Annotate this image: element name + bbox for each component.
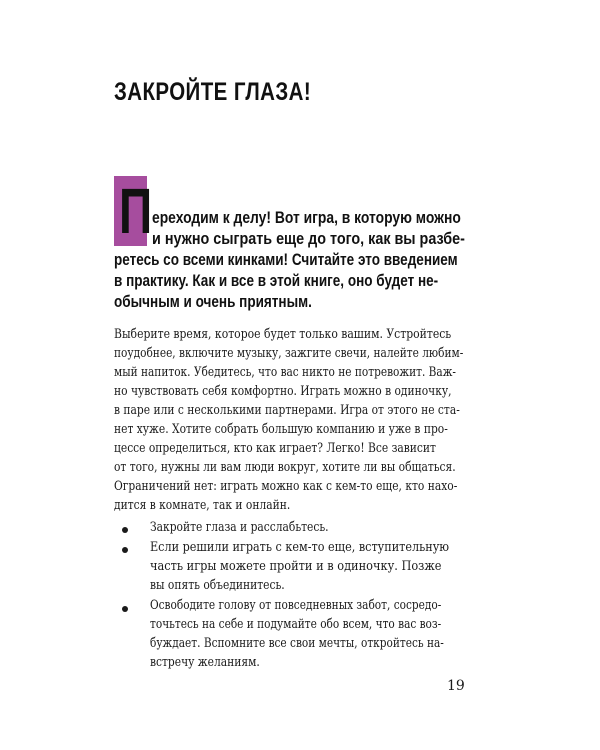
paragraph-line: нет хуже. Хотите собрать большую компанию и уже в про- (114, 422, 448, 437)
chapter-heading: ЗАКРОЙТЕ ГЛАЗА! (114, 78, 312, 106)
bullet-dot (122, 606, 128, 612)
bullet-line: буждает. Вспомните все свои мечты, откройтесь на- (150, 636, 444, 651)
bullet-dot (122, 547, 128, 553)
lead-line: обычным и очень приятным. (114, 293, 312, 311)
lead-line: и нужно сыграть еще до того, как вы разбе- (152, 230, 465, 248)
paragraph-line: цессе определиться, кто как играет? Легко! Все зависит (114, 441, 436, 456)
paragraph-line: от того, нужны ли вам люди вокруг, хотите ли вы общаться. (114, 460, 456, 475)
lead-line: в практику. Как и все в этой книге, оно будет не- (114, 272, 439, 290)
lead-line: ретесь со всеми кинками! Считайте это введением (114, 251, 458, 269)
dropcap-letter: П (119, 175, 153, 247)
bullet-line: Закройте глаза и расслабьтесь. (150, 520, 329, 535)
dropcap-highlight (114, 175, 153, 247)
paragraph-line: но чувствовать себя комфортно. Играть можно в одиночку, (114, 384, 452, 399)
paragraph-line: в паре или с несколькими партнерами. Игра от этого не ста- (114, 403, 460, 418)
bullet-line: вы опять объединитесь. (150, 578, 285, 593)
lead-line: ереходим к делу! Вот игра, в которую можно (152, 209, 461, 227)
bullet-line: часть игры можете пройти и в одиночку. Позже (150, 559, 442, 574)
paragraph-line: Выберите время, которое будет только вашим. Устройтесь (114, 327, 452, 342)
bullet-line: Если решили играть с кем-то еще, вступительную (150, 540, 450, 555)
paragraph-line: дится в комнате, так и онлайн. (114, 498, 291, 513)
page-number: 19 (447, 678, 465, 694)
paragraph-line: Ограничений нет: играть можно как с кем-то еще, кто нахо- (114, 479, 458, 494)
paragraph-line: мый напиток. Убедитесь, что вас никто не потревожит. Важ- (114, 365, 456, 380)
bullet-line: встречу желаниям. (150, 655, 260, 670)
bullet-line: точьтесь на себе и подумайте обо всем, что вас воз- (150, 617, 442, 632)
bullet-dot (122, 527, 128, 533)
bullet-line: Освободите голову от повседневных забот, сосредо- (150, 598, 442, 613)
paragraph-line: поудобнее, включите музыку, зажгите свечи, налейте любим- (114, 346, 464, 361)
